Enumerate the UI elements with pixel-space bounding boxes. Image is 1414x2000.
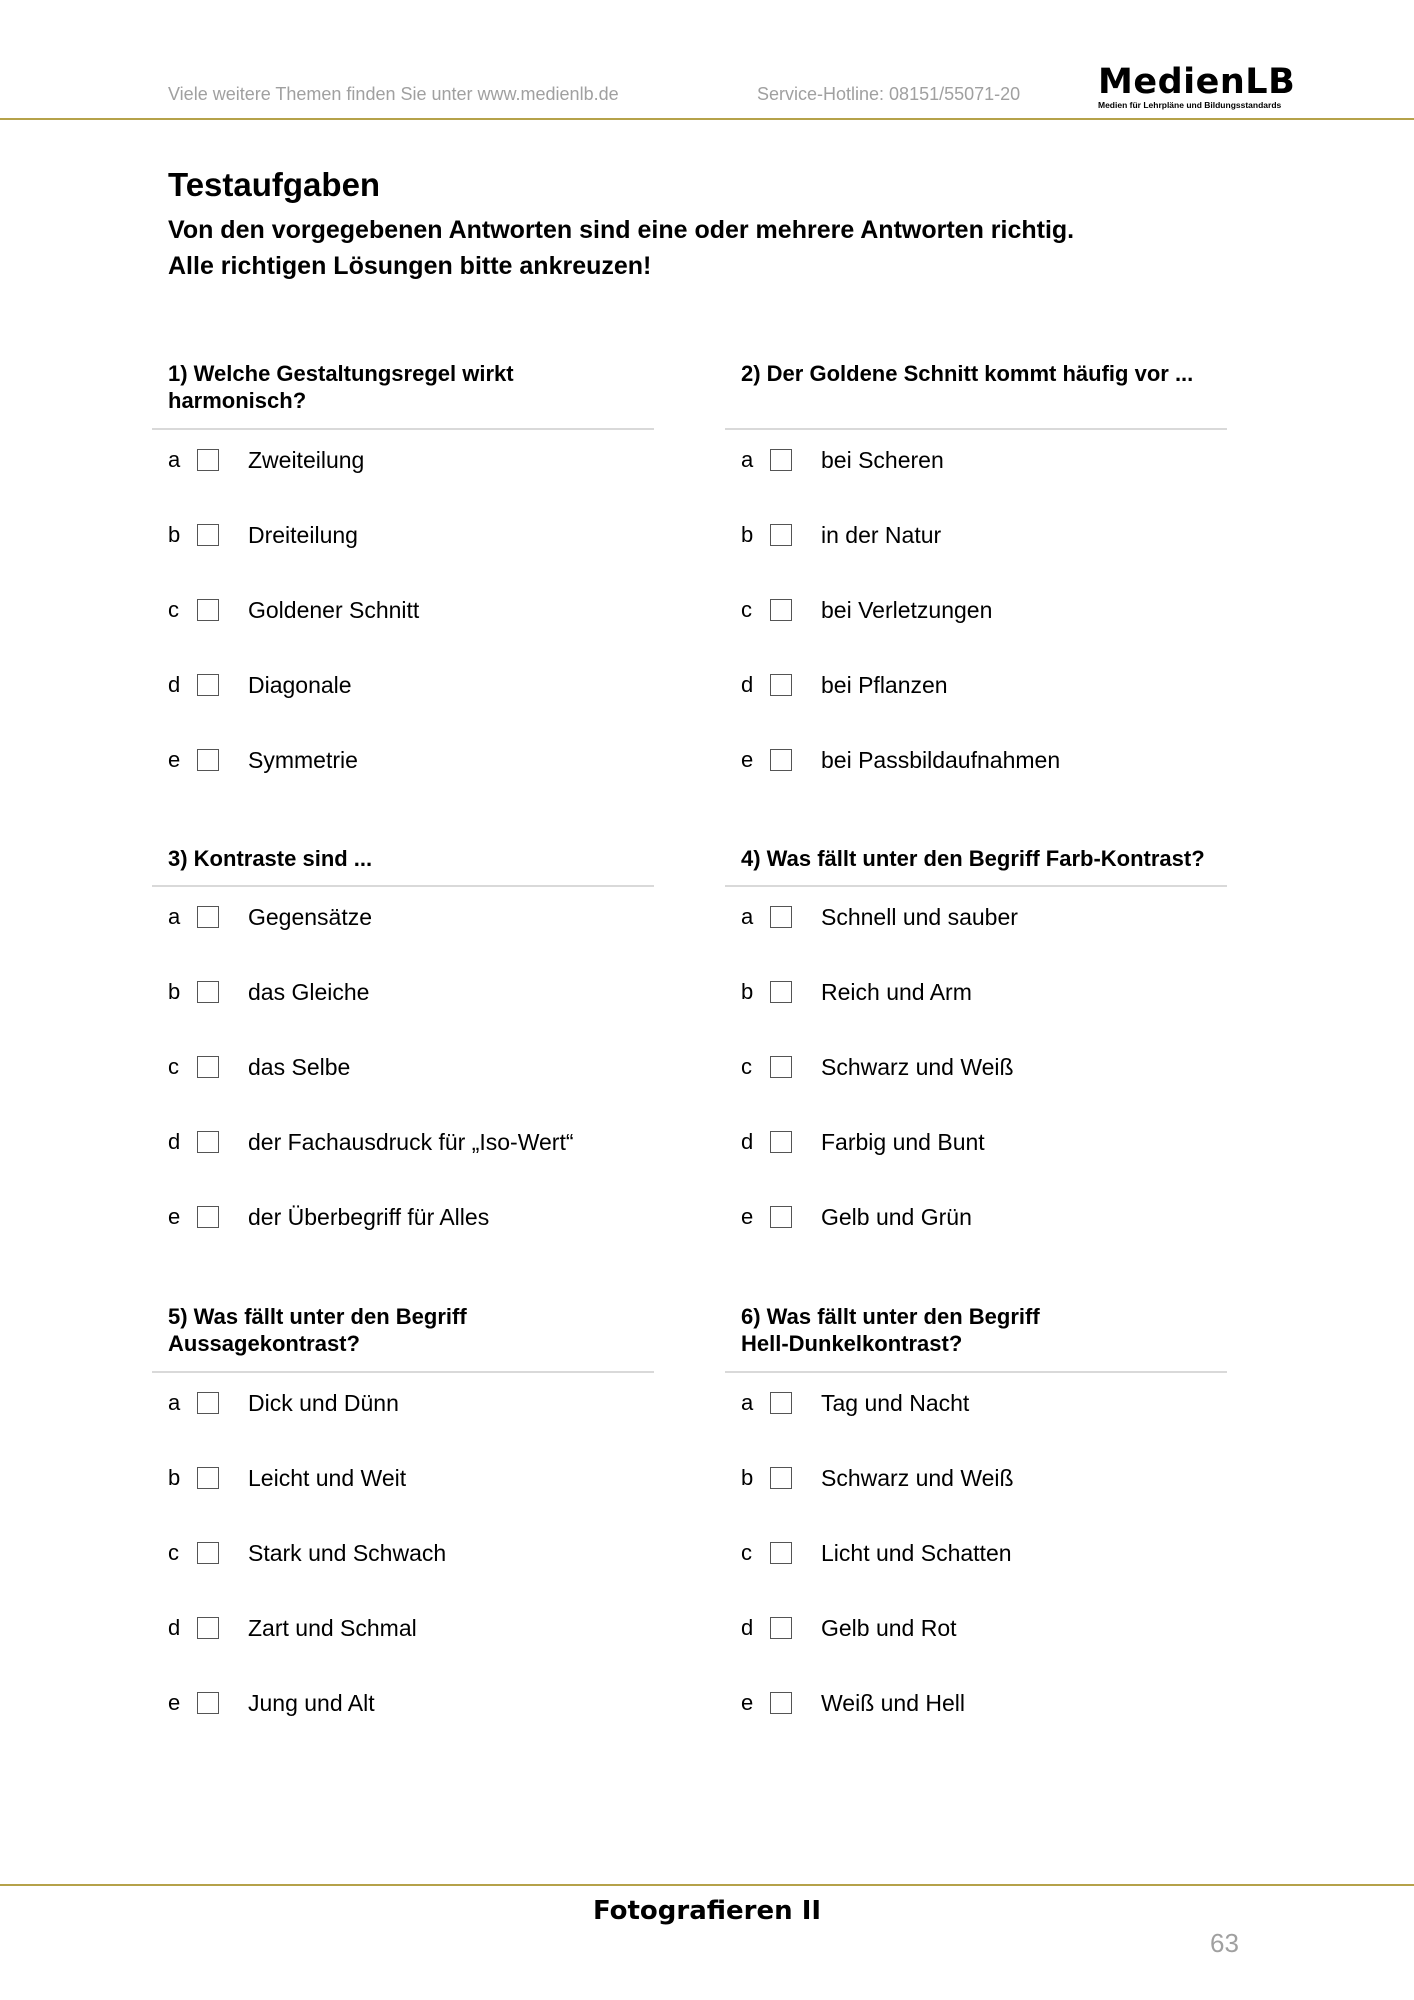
checkbox[interactable] bbox=[770, 1131, 792, 1153]
question-heading bbox=[741, 845, 1261, 882]
checkbox[interactable] bbox=[770, 449, 792, 471]
option-text: Schwarz und Weiß bbox=[821, 1054, 1014, 1080]
question-heading bbox=[168, 845, 648, 882]
answer-option-a bbox=[741, 897, 1221, 937]
option-letter: a bbox=[168, 904, 181, 929]
option-text: Stark und Schwach bbox=[248, 1540, 447, 1566]
option-letter: c bbox=[168, 1540, 179, 1565]
option-text: das Gleiche bbox=[248, 979, 370, 1005]
option-letter: b bbox=[741, 979, 754, 1004]
option-letter: c bbox=[741, 1054, 752, 1079]
answer-option-b bbox=[741, 515, 1221, 555]
checkbox[interactable] bbox=[197, 674, 219, 696]
answer-option-b bbox=[168, 972, 648, 1012]
question-heading-line-2: Hell-Dunkelkontrast? bbox=[741, 1331, 963, 1356]
answer-option-e bbox=[168, 740, 648, 780]
checkbox[interactable] bbox=[770, 1392, 792, 1414]
option-letter: b bbox=[168, 1465, 181, 1490]
option-letter: a bbox=[741, 1390, 754, 1415]
answer-option-a bbox=[741, 1383, 1221, 1423]
option-text: Schwarz und Weiß bbox=[821, 1465, 1014, 1491]
answer-option-d bbox=[741, 1122, 1221, 1162]
option-text: bei Verletzungen bbox=[821, 597, 993, 623]
answer-option-c bbox=[741, 590, 1221, 630]
question-divider bbox=[725, 1371, 1227, 1373]
option-text: Zweiteilung bbox=[248, 447, 365, 473]
question-heading-line-1: 1) Welche Gestaltungsregel wirkt bbox=[168, 361, 514, 386]
checkbox[interactable] bbox=[197, 749, 219, 771]
checkbox[interactable] bbox=[197, 1131, 219, 1153]
page-number: 63 bbox=[1210, 1928, 1239, 1958]
checkbox[interactable] bbox=[197, 524, 219, 546]
question-heading-line-1: 5) Was fällt unter den Begriff bbox=[168, 1304, 467, 1329]
checkbox[interactable] bbox=[770, 749, 792, 771]
instructions bbox=[168, 212, 1074, 284]
page-title: Testaufgaben bbox=[168, 166, 381, 203]
checkbox[interactable] bbox=[770, 674, 792, 696]
question-heading bbox=[168, 1303, 648, 1367]
option-letter: b bbox=[741, 1465, 754, 1490]
header-hotline-text: Service-Hotline: 08151/55071-20 bbox=[757, 84, 1021, 104]
checkbox[interactable] bbox=[197, 1206, 219, 1228]
answer-option-e bbox=[741, 1197, 1221, 1237]
answer-option-a bbox=[168, 897, 648, 937]
option-text: in der Natur bbox=[821, 522, 942, 548]
option-letter: d bbox=[168, 672, 181, 697]
option-text: Tag und Nacht bbox=[821, 1390, 970, 1416]
checkbox[interactable] bbox=[770, 1617, 792, 1639]
medienlb-logo bbox=[1098, 64, 1294, 110]
option-text: Gegensätze bbox=[248, 904, 373, 930]
option-letter: a bbox=[741, 904, 754, 929]
checkbox[interactable] bbox=[770, 1692, 792, 1714]
option-letter: e bbox=[741, 1204, 754, 1229]
question-heading bbox=[741, 1303, 1221, 1367]
option-letter: d bbox=[741, 1129, 754, 1154]
answer-option-d bbox=[741, 665, 1221, 705]
checkbox[interactable] bbox=[770, 1206, 792, 1228]
option-text: Dick und Dünn bbox=[248, 1390, 399, 1416]
question-divider bbox=[152, 1371, 654, 1373]
answer-option-d bbox=[168, 665, 648, 705]
question-divider bbox=[725, 428, 1227, 430]
option-letter: e bbox=[168, 1204, 181, 1229]
option-letter: c bbox=[168, 1054, 179, 1079]
answer-option-d bbox=[168, 1122, 648, 1162]
option-text: Dreiteilung bbox=[248, 522, 358, 548]
answer-option-b bbox=[741, 972, 1221, 1012]
header-website-text: Viele weitere Themen finden Sie unter www.medienlb.de bbox=[168, 84, 619, 104]
question-heading bbox=[168, 360, 648, 424]
answer-option-a bbox=[168, 1383, 648, 1423]
option-text: Gelb und Grün bbox=[821, 1204, 972, 1230]
answer-option-b bbox=[168, 515, 648, 555]
header-divider bbox=[0, 118, 1414, 120]
answer-option-e bbox=[741, 1683, 1221, 1723]
footer-divider bbox=[0, 1884, 1414, 1886]
option-letter: a bbox=[168, 447, 181, 472]
option-text: Reich und Arm bbox=[821, 979, 972, 1005]
question-divider bbox=[152, 885, 654, 887]
option-letter: c bbox=[741, 1540, 752, 1565]
checkbox[interactable] bbox=[770, 599, 792, 621]
question-heading-line-1: 4) Was fällt unter den Begriff Farb-Kontrast? bbox=[741, 846, 1205, 871]
checkbox[interactable] bbox=[770, 1056, 792, 1078]
answer-option-e bbox=[168, 1197, 648, 1237]
option-letter: d bbox=[168, 1129, 181, 1154]
option-text: Weiß und Hell bbox=[821, 1690, 966, 1716]
answer-option-c bbox=[741, 1533, 1221, 1573]
option-letter: d bbox=[168, 1615, 181, 1640]
option-letter: e bbox=[741, 1690, 754, 1715]
answer-option-e bbox=[168, 1683, 648, 1723]
question-heading bbox=[741, 360, 1221, 397]
checkbox[interactable] bbox=[197, 1056, 219, 1078]
option-text: Goldener Schnitt bbox=[248, 597, 420, 623]
option-text: Jung und Alt bbox=[248, 1690, 375, 1716]
question-heading-line-1: 6) Was fällt unter den Begriff bbox=[741, 1304, 1040, 1329]
question-heading-line-1: 2) Der Goldene Schnitt kommt häufig vor ... bbox=[741, 361, 1194, 386]
option-text: der Fachausdruck für „Iso-Wert“ bbox=[248, 1129, 574, 1155]
option-letter: c bbox=[741, 597, 752, 622]
question-heading-line-1: 3) Kontraste sind ... bbox=[168, 846, 373, 871]
option-text: Diagonale bbox=[248, 672, 352, 698]
option-text: das Selbe bbox=[248, 1054, 351, 1080]
option-text: Schnell und sauber bbox=[821, 904, 1018, 930]
checkbox[interactable] bbox=[197, 449, 219, 471]
answer-option-e bbox=[741, 740, 1221, 780]
logo-wordmark: MedienLB bbox=[1098, 62, 1296, 102]
option-letter: e bbox=[741, 747, 754, 772]
checkbox[interactable] bbox=[770, 524, 792, 546]
option-letter: a bbox=[741, 447, 754, 472]
option-letter: e bbox=[168, 747, 181, 772]
answer-option-a bbox=[741, 440, 1221, 480]
instructions-line-2: Alle richtigen Lösungen bitte ankreuzen! bbox=[168, 252, 652, 280]
question-heading-line-2: harmonisch? bbox=[168, 388, 307, 413]
question-divider bbox=[725, 885, 1227, 887]
option-text: der Überbegriff für Alles bbox=[248, 1204, 490, 1230]
answer-option-d bbox=[168, 1608, 648, 1648]
option-letter: b bbox=[741, 522, 754, 547]
answer-option-c bbox=[741, 1047, 1221, 1087]
checkbox[interactable] bbox=[770, 906, 792, 928]
option-text: Farbig und Bunt bbox=[821, 1129, 985, 1155]
answer-option-b bbox=[168, 1458, 648, 1498]
question-heading-line-2: Aussagekontrast? bbox=[168, 1331, 360, 1356]
option-letter: b bbox=[168, 979, 181, 1004]
checkbox[interactable] bbox=[197, 1692, 219, 1714]
checkbox[interactable] bbox=[197, 1542, 219, 1564]
question-divider bbox=[152, 428, 654, 430]
answer-option-c bbox=[168, 1533, 648, 1573]
instructions-line-1: Von den vorgegebenen Antworten sind eine oder mehrere Antworten richtig. bbox=[168, 216, 1075, 244]
option-text: Gelb und Rot bbox=[821, 1615, 957, 1641]
option-text: Licht und Schatten bbox=[821, 1540, 1012, 1566]
answer-option-b bbox=[741, 1458, 1221, 1498]
option-text: bei Passbildaufnahmen bbox=[821, 747, 1061, 773]
checkbox[interactable] bbox=[197, 981, 219, 1003]
option-text: Zart und Schmal bbox=[248, 1615, 417, 1641]
checkbox[interactable] bbox=[197, 1617, 219, 1639]
checkbox[interactable] bbox=[197, 599, 219, 621]
option-letter: e bbox=[168, 1690, 181, 1715]
answer-option-c bbox=[168, 590, 648, 630]
answer-option-d bbox=[741, 1608, 1221, 1648]
checkbox[interactable] bbox=[770, 981, 792, 1003]
answer-option-c bbox=[168, 1047, 648, 1087]
option-letter: d bbox=[741, 1615, 754, 1640]
option-letter: d bbox=[741, 672, 754, 697]
option-letter: a bbox=[168, 1390, 181, 1415]
option-text: bei Pflanzen bbox=[821, 672, 948, 698]
option-letter: b bbox=[168, 522, 181, 547]
option-text: bei Scheren bbox=[821, 447, 944, 473]
checkbox[interactable] bbox=[197, 1467, 219, 1489]
logo-tagline: Medien für Lehrpläne und Bildungsstandards bbox=[1098, 100, 1282, 110]
checkbox[interactable] bbox=[197, 1392, 219, 1414]
checkbox[interactable] bbox=[770, 1542, 792, 1564]
answer-option-a bbox=[168, 440, 648, 480]
checkbox[interactable] bbox=[197, 906, 219, 928]
option-letter: c bbox=[168, 597, 179, 622]
checkbox[interactable] bbox=[770, 1467, 792, 1489]
footer-book-title: Fotografieren II bbox=[592, 1896, 822, 1926]
option-text: Leicht und Weit bbox=[248, 1465, 407, 1491]
option-text: Symmetrie bbox=[248, 747, 358, 773]
